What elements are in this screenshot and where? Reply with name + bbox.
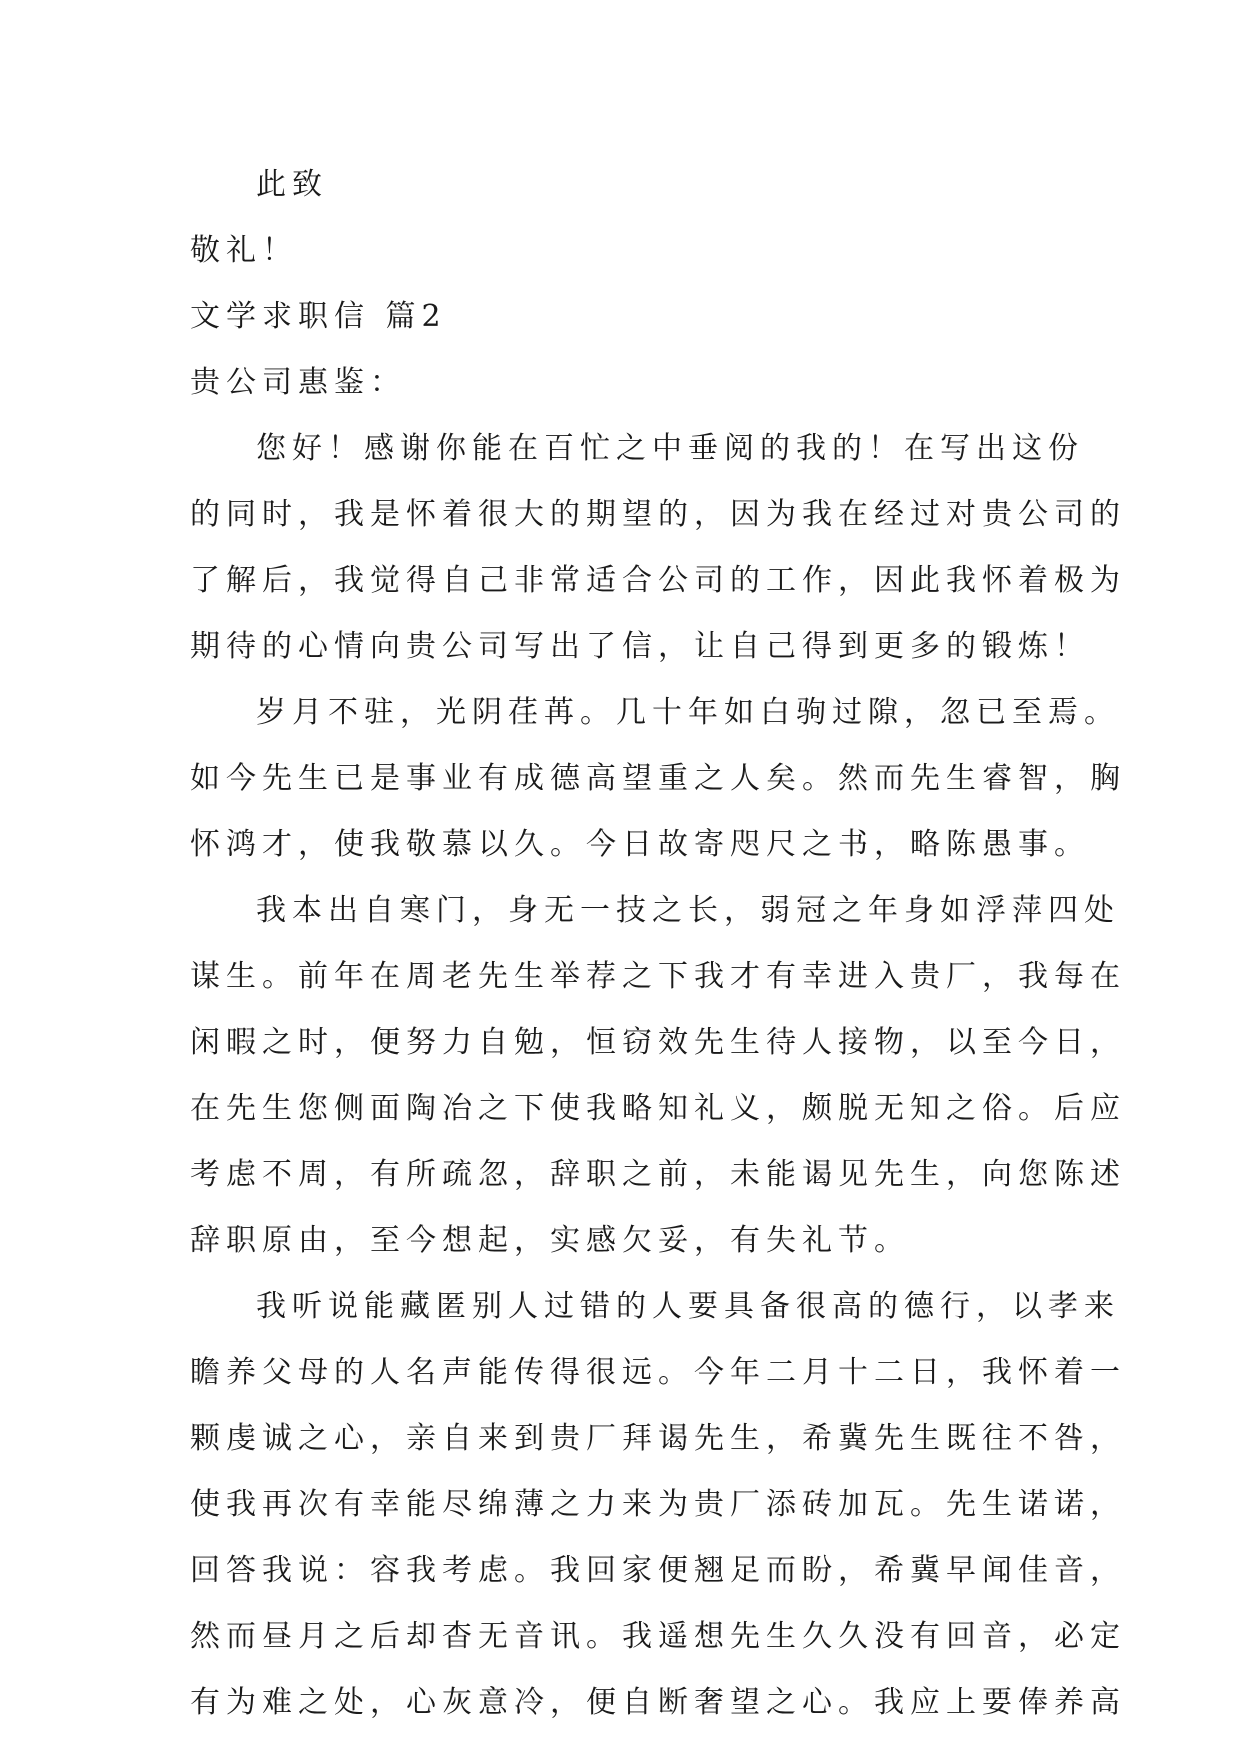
paragraph-line: 然而昼月之后却杳无音讯。我遥想先生久久没有回音，必定 <box>190 1619 1126 1654</box>
paragraph-line: 颗虔诚之心，亲自来到贵厂拜谒先生，希冀先生既往不咎， <box>190 1421 1126 1456</box>
closing-line: 此致 <box>256 167 328 202</box>
paragraph-line: 岁月不驻，光阴荏苒。几十年如白驹过隙，忽已至焉。 <box>256 695 1120 730</box>
paragraph-line: 使我再次有幸能尽绵薄之力来为贵厂添砖加瓦。先生诺诺， <box>190 1487 1126 1522</box>
paragraph-line: 我听说能藏匿别人过错的人要具备很高的德行，以孝来 <box>256 1289 1120 1324</box>
letter-body <box>190 152 1126 1736</box>
paragraph-line: 在先生您侧面陶冶之下使我略知礼义，颇脱无知之俗。后应 <box>190 1091 1126 1126</box>
paragraph-line: 的同时，我是怀着很大的期望的，因为我在经过对贵公司的 <box>190 497 1126 532</box>
paragraph-line: 有为难之处，心灰意冷，便自断奢望之心。我应上要俸养高 <box>190 1685 1126 1720</box>
paragraph-line: 如今先生已是事业有成德高望重之人矣。然而先生睿智，胸 <box>190 761 1126 796</box>
paragraph-line: 闲暇之时，便努力自勉，恒窃效先生待人接物，以至今日， <box>190 1025 1126 1060</box>
paragraph-line: 谋生。前年在周老先生举荐之下我才有幸进入贵厂，我每在 <box>190 959 1126 994</box>
section-title: 文学求职信 篇2 <box>190 299 447 334</box>
paragraph-line: 怀鸿才，使我敬慕以久。今日故寄咫尺之书，略陈愚事。 <box>190 827 1090 862</box>
paragraph-line: 瞻养父母的人名声能传得很远。今年二月十二日，我怀着一 <box>190 1355 1126 1390</box>
paragraph-line: 回答我说：容我考虑。我回家便翘足而盼，希冀早闻佳音， <box>190 1553 1126 1588</box>
paragraph-line: 考虑不周，有所疏忽，辞职之前，未能谒见先生，向您陈述 <box>190 1157 1126 1192</box>
paragraph-line: 辞职原由，至今想起，实感欠妥，有失礼节。 <box>190 1223 910 1258</box>
paragraph-line: 我本出自寒门，身无一技之长，弱冠之年身如浮萍四处 <box>256 893 1120 928</box>
paragraph-line: 期待的心情向贵公司写出了信，让自己得到更多的锻炼！ <box>190 629 1090 664</box>
paragraph-line: 您好！感谢你能在百忙之中垂阅的我的！在写出这份 <box>256 431 1084 466</box>
paragraph-line: 了解后，我觉得自己非常适合公司的工作，因此我怀着极为 <box>190 563 1126 598</box>
salute-line: 敬礼！ <box>190 233 298 268</box>
greeting-line: 贵公司惠鉴： <box>190 365 406 400</box>
